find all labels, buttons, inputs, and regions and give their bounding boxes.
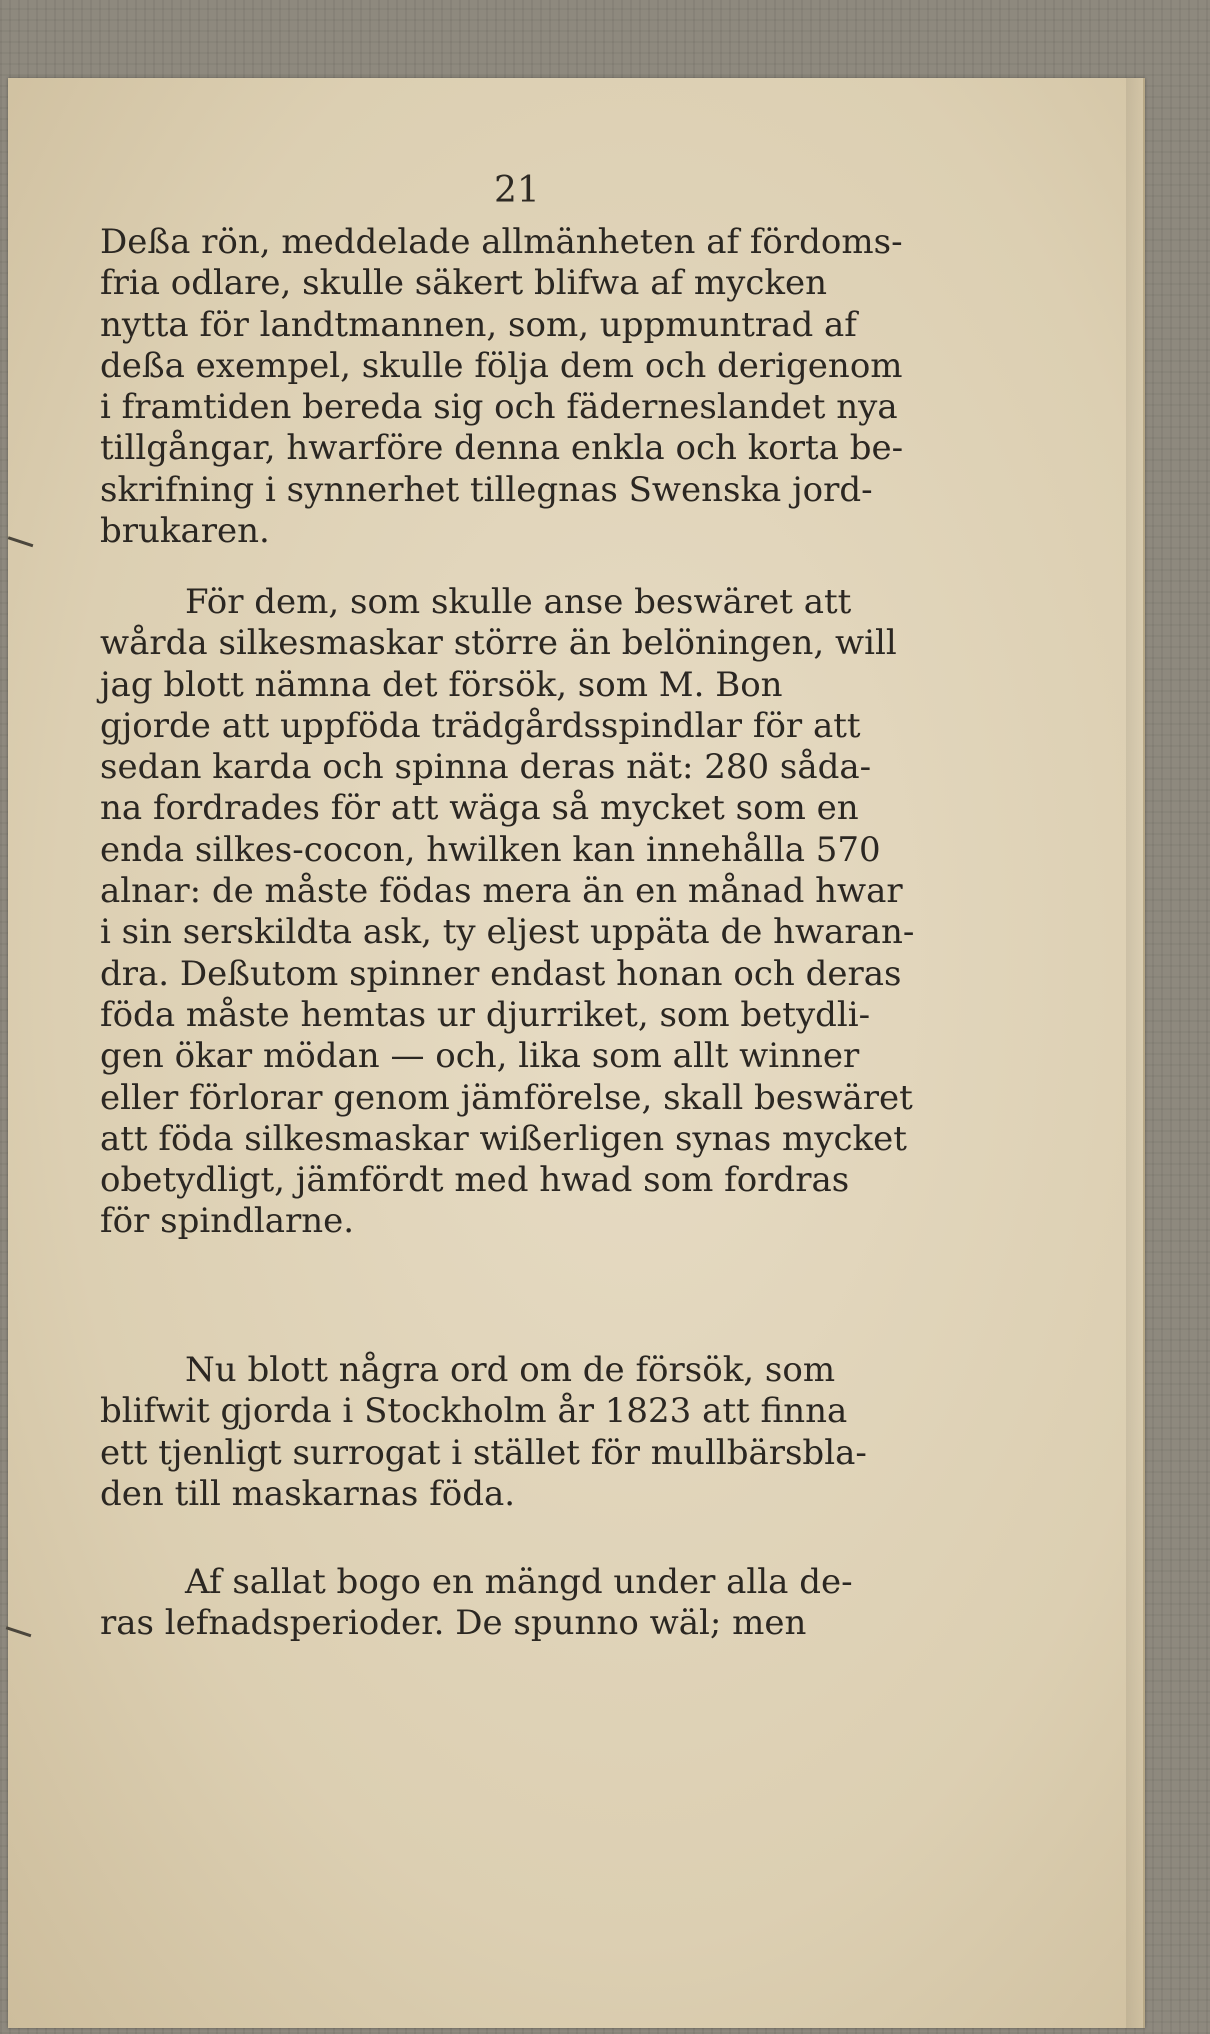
text-line: nytta för landtmannen, som, uppmuntrad af <box>100 304 857 345</box>
text-line: gjorde att uppföda trädgårdsspindlar för att <box>100 705 861 746</box>
text-line: enda silkes-cocon, hwilken kan innehålla 570 <box>100 829 881 870</box>
text-line: ras lefnadsperioder. De spunno wäl; men <box>100 1603 807 1644</box>
paragraph-4 <box>100 1562 950 1645</box>
text-line: obetydligt, jämfördt med hwad som fordras <box>100 1160 850 1201</box>
text-line: Deßa rön, meddelade allmänheten af fördoms- <box>100 222 903 262</box>
text-line: na fordrades för att wäga så mycket som en <box>100 788 859 829</box>
page-number: 21 <box>494 170 540 211</box>
text-line: fria odlare, skulle säkert blifwa af mycken <box>100 263 827 304</box>
text-line: för spindlarne. <box>100 1201 355 1242</box>
text-line: wårda silkesmaskar större än belöningen, will <box>100 623 897 664</box>
text-line: att föda silkesmaskar wißerligen synas mycket <box>100 1118 907 1159</box>
text-line: gen ökar mödan — och, lika som allt winner <box>100 1036 860 1077</box>
text-line: sedan karda och spinna deras nät: 280 såda- <box>100 747 872 788</box>
text-line: dra. Deßutom spinner endast honan och deras <box>100 953 902 994</box>
page-edge-shadow <box>1126 78 1146 2028</box>
text-line: Nu blott några ord om de försök, som <box>185 1350 836 1390</box>
text-line: i sin serskildta ask, ty eljest uppäta de hwaran- <box>100 912 915 953</box>
text-line: skrifning i synnerhet tillegnas Swenska jord- <box>100 469 873 510</box>
text-line: ett tjenligt surrogat i stället för mullbärsbla- <box>100 1432 867 1473</box>
paragraph-3 <box>100 1350 950 1515</box>
text-line: tillgångar, hwarföre denna enkla och korta be- <box>100 428 904 469</box>
text-line: alnar: de måste födas mera än en månad hwar <box>100 871 903 912</box>
text-line: föda måste hemtas ur djurriket, som betydli- <box>100 994 871 1035</box>
text-line: den till maskarnas föda. <box>100 1473 516 1514</box>
text-line: Af sallat bogo en mängd under alla de- <box>185 1562 853 1602</box>
paragraph-2 <box>100 582 950 1243</box>
text-line: brukaren. <box>100 511 270 552</box>
text-line: eller förlorar genom jämförelse, skall beswäret <box>100 1077 913 1118</box>
text-line: jag blott nämna det försök, som M. Bon <box>100 664 783 705</box>
text-line: i framtiden bereda sig och fäderneslandet nya <box>100 387 898 428</box>
text-line: deßa exempel, skulle följa dem och derigenom <box>100 345 903 386</box>
paragraph-1 <box>100 222 950 552</box>
text-line: För dem, som skulle anse beswäret att <box>185 582 852 622</box>
text-line: blifwit gjorda i Stockholm år 1823 att finna <box>100 1391 848 1432</box>
